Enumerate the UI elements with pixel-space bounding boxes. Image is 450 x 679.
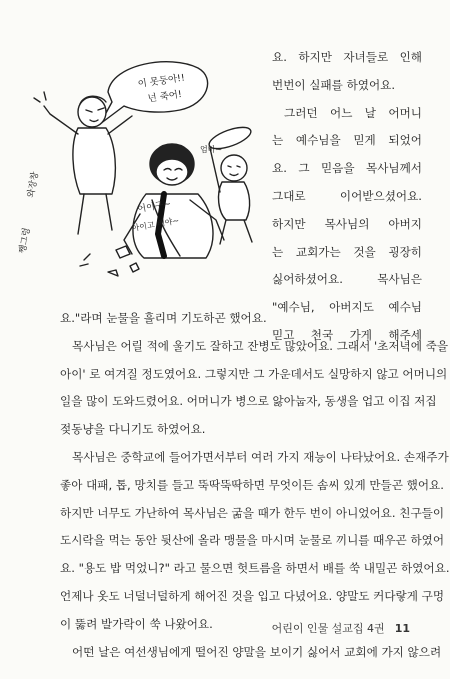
body-text-line: 젖동냥을 다니기도 하였어요. — [60, 422, 206, 437]
body-text-line: 언제나 옷도 너덜너덜하게 해어진 것을 입고 다녔어요. 양말도 커다랗게 구멍 — [60, 588, 445, 603]
label-clang: 쨍그렁 — [18, 226, 33, 255]
body-text-line: 요."라며 눈물을 흘리며 기도하곤 했어요. — [60, 311, 267, 325]
label-crash: 와장창 — [26, 171, 41, 199]
label-child: 엄마~ — [200, 145, 223, 154]
label-pained: 아이고 배야~ — [131, 215, 180, 234]
book-title: 어린이 인물 설교집 4권 — [271, 622, 385, 635]
side-text-line: 는 교회가는 것을 굉장히 — [272, 244, 422, 259]
side-text-line: 하지만 목사님의 아버지 — [272, 216, 422, 231]
father-figure — [34, 92, 132, 234]
side-text-line: "예수님, 아버지도 예수님 — [272, 300, 422, 315]
illustration-family-scene — [20, 44, 270, 278]
body-text-line: 일을 많이 도와드렸어요. 어머니가 병으로 앓아눕자, 동생을 업고 이집 저집 — [60, 394, 437, 409]
side-text-line: 번번이 실패를 하였어요. — [272, 77, 396, 92]
body-text-line: 요. "용도 밥 먹었니?" 라고 물으면 헛트름을 하면서 배를 쑥 내밀곤 하였어요. — [60, 561, 450, 576]
body-text-line: 좋아 대패, 톱, 망치를 들고 뚝딱뚝딱하면 무엇이든 솜씨 있게 만들곤 했어요. — [60, 477, 444, 492]
body-text — [60, 305, 450, 666]
body-text-line: 목사님은 중학교에 들어가면서부터 여러 가지 재능이 나타났어요. 손재주가 — [72, 449, 449, 464]
speech-bubble — [100, 62, 208, 124]
speech-bubble-line-1: 이 못둥아!! — [137, 72, 186, 91]
child-figure — [207, 123, 254, 244]
side-text-line: 싫어하셨어요. 목사님은 — [272, 272, 422, 287]
page-footer — [272, 620, 410, 636]
side-text-column — [272, 44, 422, 350]
body-text-line: 목사님은 어릴 적에 울기도 잘하고 잔병도 많았어요. 그래서 '초저녁에 죽을 — [72, 338, 449, 353]
body-text-line: 도시락을 먹는 동안 뒷산에 올라 맹물을 마시며 눈물로 끼니를 때우곤 하였어 — [60, 533, 445, 548]
page-number: 11 — [394, 622, 410, 635]
body-text-line: 하지만 너무도 가난하여 목사님은 굶을 때가 한두 번이 아니었어요. 친구들이 — [60, 505, 445, 520]
speech-bubble-line-2: 넌 죽어! — [147, 88, 183, 105]
body-text-line: 아이' 로 여겨질 정도였어요. 그렇지만 그 가운데서도 실망하지 않고 어머니의 — [60, 366, 448, 381]
side-text-line: 요. 그 믿음을 목사님께서 — [272, 161, 422, 176]
side-text-line: 요. 하지만 자녀들로 인해 — [272, 50, 422, 64]
side-text-line: 그러던 어느 날 어머니 — [284, 105, 422, 120]
side-text-line: 믿고 천국 가게 해주세 — [272, 327, 422, 342]
body-text-line: 이 뚫려 발가락이 쑥 나왔어요. — [60, 616, 213, 631]
body-text-line: 어떤 날은 여선생님에게 떨어진 양말을 보이기 싫어서 교회에 가지 않으려 — [72, 644, 442, 659]
side-text-line: 그대로 이어받으셨어요. — [272, 188, 422, 203]
mother-figure — [124, 144, 224, 258]
side-text-line: 는 예수님을 믿게 되었어 — [272, 133, 422, 148]
label-crying: 어이구~ — [136, 199, 172, 216]
